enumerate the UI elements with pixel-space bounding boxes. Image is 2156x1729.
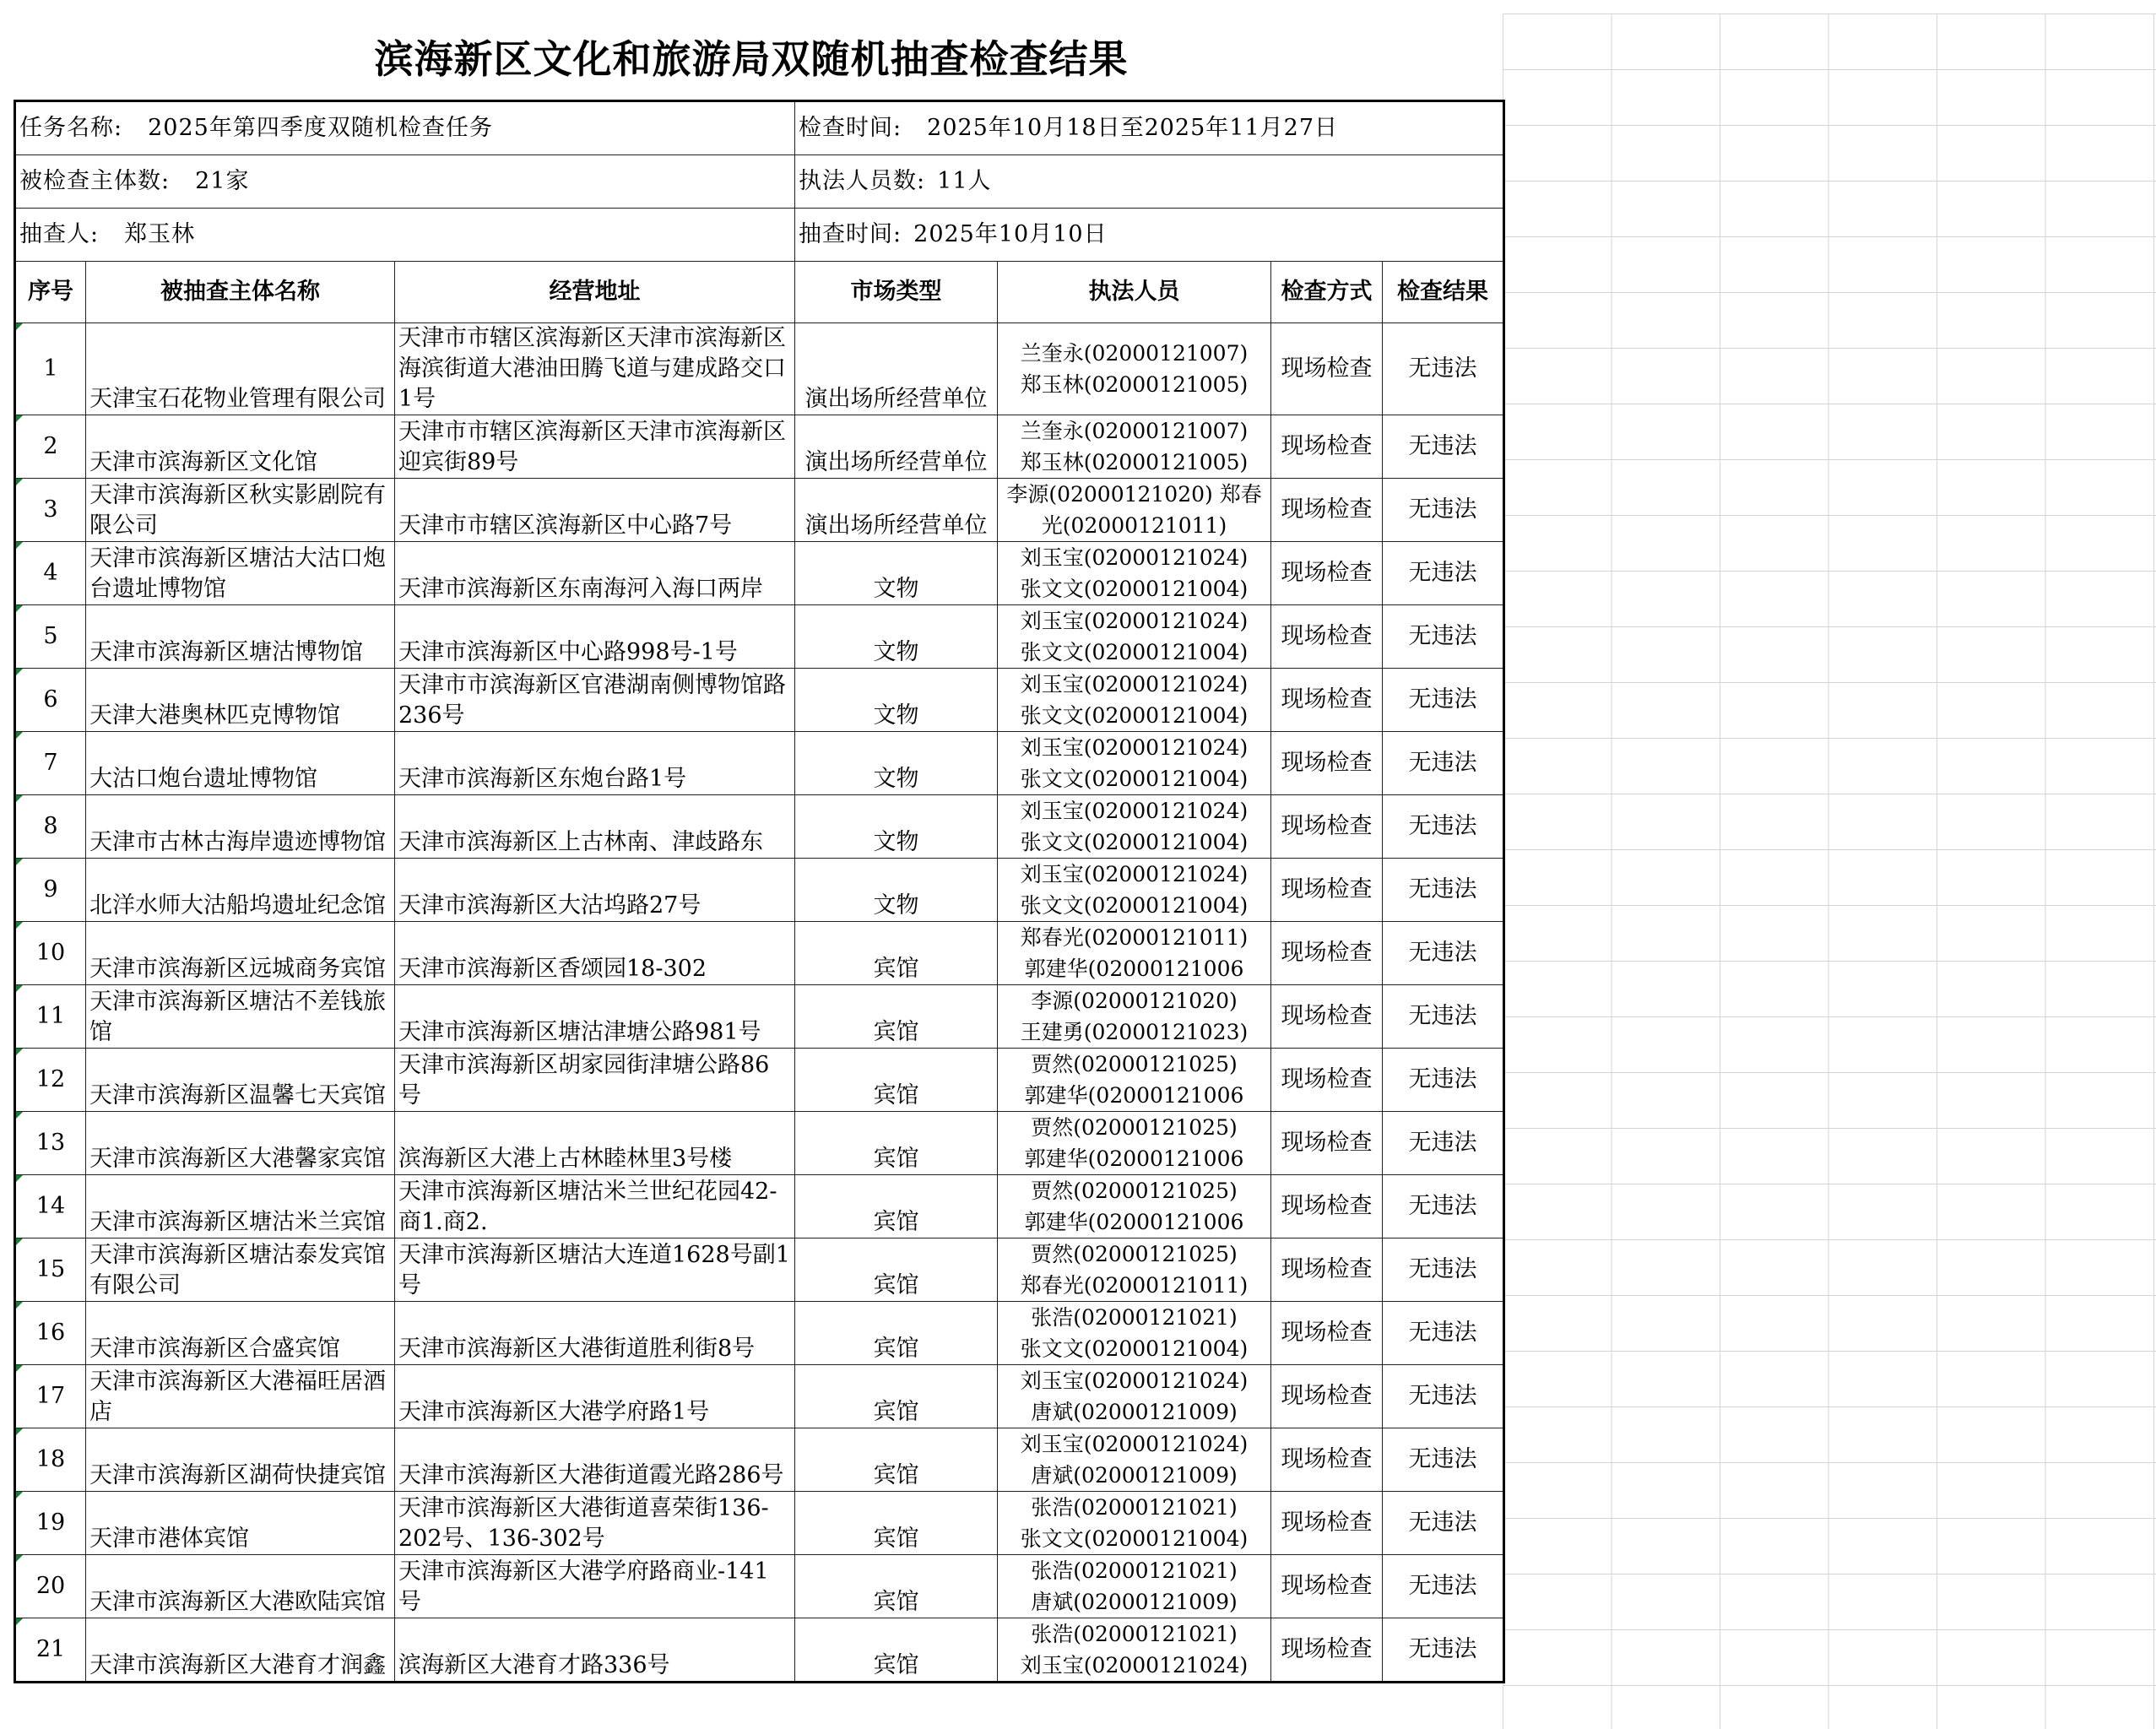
address-cell[interactable]: 天津市市滨海新区官港湖南侧博物馆路236号 <box>395 669 795 732</box>
result-cell[interactable]: 无违法 <box>1383 1365 1504 1428</box>
result-cell[interactable]: 无违法 <box>1383 1175 1504 1238</box>
method-cell[interactable]: 现场检查 <box>1271 479 1383 542</box>
info-row-counts <box>15 155 1504 209</box>
method-cell[interactable]: 现场检查 <box>1271 922 1383 985</box>
method-cell[interactable]: 现场检查 <box>1271 542 1383 605</box>
subject-name-cell[interactable]: 天津市滨海新区塘沽大沽口炮台遗址博物馆 <box>86 542 395 605</box>
method-cell[interactable]: 现场检查 <box>1271 732 1383 795</box>
row-number[interactable]: 17 <box>15 1365 86 1428</box>
address-cell[interactable]: 天津市滨海新区香颂园18-302 <box>395 922 795 985</box>
method-cell[interactable]: 现场检查 <box>1271 415 1383 479</box>
address-cell[interactable]: 天津市滨海新区中心路998号-1号 <box>395 605 795 669</box>
method-cell[interactable]: 现场检查 <box>1271 1428 1383 1492</box>
officers-cell[interactable]: 张浩(02000121021) 唐斌(02000121009) <box>998 1555 1271 1618</box>
address-cell[interactable]: 天津市滨海新区大港学府路1号 <box>395 1365 795 1428</box>
address-cell[interactable]: 天津市滨海新区塘沽大连道1628号副1号 <box>395 1238 795 1302</box>
officers-cell[interactable] <box>795 155 1504 209</box>
result-cell[interactable]: 无违法 <box>1383 479 1504 542</box>
table-row <box>15 859 1504 922</box>
subjects-label: 被检查主体数: <box>19 168 171 194</box>
market-type-cell[interactable]: 文物 <box>795 605 998 669</box>
address-cell[interactable]: 天津市滨海新区塘沽津塘公路981号 <box>395 985 795 1049</box>
market-type-cell[interactable]: 宾馆 <box>795 1112 998 1175</box>
header-name[interactable]: 被抽查主体名称 <box>86 262 395 323</box>
table-row <box>15 1175 1504 1238</box>
check-time-label: 检查时间: <box>799 115 902 141</box>
table-row <box>15 1555 1504 1618</box>
row-number[interactable]: 10 <box>15 922 86 985</box>
officers-cell[interactable]: 李源(02000121020) 王建勇(02000121023) <box>998 985 1271 1049</box>
subject-name-cell[interactable]: 天津市滨海新区大港福旺居酒店 <box>86 1365 395 1428</box>
officers-cell[interactable]: 兰奎永(02000121007) 郑玉林(02000121005) <box>998 415 1271 479</box>
subjects-value: 21家 <box>195 168 250 194</box>
method-cell[interactable]: 现场检查 <box>1271 669 1383 732</box>
document-title: 滨海新区文化和旅游局双随机抽查检查结果 <box>374 36 1129 82</box>
method-cell[interactable]: 现场检查 <box>1271 1049 1383 1112</box>
market-type-cell[interactable]: 演出场所经营单位 <box>795 479 998 542</box>
officers-cell[interactable]: 贾然(02000121025) 郭建华(02000121006 <box>998 1175 1271 1238</box>
subject-name-cell[interactable]: 天津市港体宾馆 <box>86 1492 395 1555</box>
row-number[interactable]: 9 <box>15 859 86 922</box>
officers-cell[interactable]: 刘玉宝(02000121024) 唐斌(02000121009) <box>998 1365 1271 1428</box>
draw-time-value: 2025年10月10日 <box>913 221 1108 247</box>
row-number[interactable]: 6 <box>15 669 86 732</box>
market-type-cell[interactable]: 宾馆 <box>795 1618 998 1683</box>
method-cell[interactable]: 现场检查 <box>1271 1302 1383 1365</box>
drawer-cell[interactable] <box>15 209 795 262</box>
method-cell[interactable]: 现场检查 <box>1271 985 1383 1049</box>
row-number[interactable]: 1 <box>15 323 86 415</box>
table-row <box>15 1112 1504 1175</box>
market-type-cell[interactable]: 演出场所经营单位 <box>795 323 998 415</box>
subject-name-cell[interactable]: 天津市滨海新区湖荷快捷宾馆 <box>86 1428 395 1492</box>
result-cell[interactable]: 无违法 <box>1383 985 1504 1049</box>
table-row <box>15 732 1504 795</box>
task-label: 任务名称: <box>19 115 123 141</box>
result-cell[interactable]: 无违法 <box>1383 605 1504 669</box>
market-type-cell[interactable]: 宾馆 <box>795 1555 998 1618</box>
officers-cell[interactable]: 刘玉宝(02000121024) 唐斌(02000121009) <box>998 1428 1271 1492</box>
table-row <box>15 922 1504 985</box>
result-cell[interactable]: 无违法 <box>1383 1492 1504 1555</box>
officers-cell[interactable]: 刘玉宝(02000121024) 张文文(02000121004) <box>998 669 1271 732</box>
result-cell[interactable]: 无违法 <box>1383 1428 1504 1492</box>
subject-name-cell[interactable]: 天津市滨海新区塘沽泰发宾馆有限公司 <box>86 1238 395 1302</box>
drawer-label: 抽查人: <box>19 221 100 247</box>
table-row <box>15 669 1504 732</box>
address-cell[interactable]: 天津市滨海新区大港街道霞光路286号 <box>395 1428 795 1492</box>
officers-cell[interactable]: 刘玉宝(02000121024) 张文文(02000121004) <box>998 732 1271 795</box>
header-method[interactable]: 检查方式 <box>1271 262 1383 323</box>
header-result[interactable]: 检查结果 <box>1383 262 1504 323</box>
table-row <box>15 1049 1504 1112</box>
address-cell[interactable]: 天津市滨海新区东炮台路1号 <box>395 732 795 795</box>
row-number[interactable]: 5 <box>15 605 86 669</box>
subject-name-cell[interactable]: 天津市滨海新区大港欧陆宾馆 <box>86 1555 395 1618</box>
header-address[interactable]: 经营地址 <box>395 262 795 323</box>
row-number[interactable]: 4 <box>15 542 86 605</box>
method-cell[interactable]: 现场检查 <box>1271 1492 1383 1555</box>
result-cell[interactable]: 无违法 <box>1383 795 1504 859</box>
result-cell[interactable]: 无违法 <box>1383 669 1504 732</box>
method-cell[interactable]: 现场检查 <box>1271 1555 1383 1618</box>
info-row-draw <box>15 209 1504 262</box>
address-cell[interactable]: 天津市滨海新区大沽坞路27号 <box>395 859 795 922</box>
market-type-cell[interactable]: 宾馆 <box>795 1238 998 1302</box>
address-cell[interactable]: 天津市滨海新区大港学府路商业-141号 <box>395 1555 795 1618</box>
subject-name-cell[interactable]: 天津市古林古海岸遗迹博物馆 <box>86 795 395 859</box>
inspection-results-table <box>14 100 1505 1683</box>
officers-cell[interactable]: 刘玉宝(02000121024) 张文文(02000121004) <box>998 542 1271 605</box>
officers-cell[interactable]: 刘玉宝(02000121024) 张文文(02000121004) <box>998 605 1271 669</box>
officers-cell[interactable]: 刘玉宝(02000121024) 张文文(02000121004) <box>998 859 1271 922</box>
address-cell[interactable]: 天津市市辖区滨海新区天津市滨海新区海滨街道大港油田腾飞道与建成路交口1号 <box>395 323 795 415</box>
draw-time-cell[interactable] <box>795 209 1504 262</box>
table-row <box>15 1428 1504 1492</box>
result-cell[interactable]: 无违法 <box>1383 1112 1504 1175</box>
row-number[interactable]: 2 <box>15 415 86 479</box>
officers-cell[interactable]: 贾然(02000121025) 郭建华(02000121006 <box>998 1112 1271 1175</box>
method-cell[interactable]: 现场检查 <box>1271 1618 1383 1683</box>
table-row <box>15 1238 1504 1302</box>
subject-name-cell[interactable]: 天津市滨海新区合盛宾馆 <box>86 1302 395 1365</box>
method-cell[interactable]: 现场检查 <box>1271 859 1383 922</box>
subject-name-cell[interactable]: 天津市滨海新区塘沽不差钱旅馆 <box>86 985 395 1049</box>
table-row <box>15 605 1504 669</box>
officers-cell[interactable]: 贾然(02000121025) 郑春光(02000121011) <box>998 1238 1271 1302</box>
subject-name-cell[interactable]: 天津市滨海新区大港馨家宾馆 <box>86 1112 395 1175</box>
officers-cell[interactable]: 郑春光(02000121011) 郭建华(02000121006 <box>998 922 1271 985</box>
info-row-task <box>15 101 1504 155</box>
result-cell[interactable]: 无违法 <box>1383 1049 1504 1112</box>
header-market[interactable]: 市场类型 <box>795 262 998 323</box>
market-type-cell[interactable]: 宾馆 <box>795 922 998 985</box>
method-cell[interactable]: 现场检查 <box>1271 605 1383 669</box>
market-type-cell[interactable]: 宾馆 <box>795 1175 998 1238</box>
result-cell[interactable]: 无违法 <box>1383 542 1504 605</box>
market-type-cell[interactable]: 宾馆 <box>795 1302 998 1365</box>
result-cell[interactable]: 无违法 <box>1383 323 1504 415</box>
row-number[interactable]: 13 <box>15 1112 86 1175</box>
row-number[interactable]: 11 <box>15 985 86 1049</box>
result-cell[interactable]: 无违法 <box>1383 1618 1504 1683</box>
address-cell[interactable]: 滨海新区大港育才路336号 <box>395 1618 795 1683</box>
row-number[interactable]: 15 <box>15 1238 86 1302</box>
method-cell[interactable]: 现场检查 <box>1271 1112 1383 1175</box>
result-cell[interactable]: 无违法 <box>1383 922 1504 985</box>
result-cell[interactable]: 无违法 <box>1383 859 1504 922</box>
table-row <box>15 1618 1504 1683</box>
task-value: 2025年第四季度双随机检查任务 <box>148 115 493 141</box>
address-cell[interactable]: 天津市滨海新区东南海河入海口两岸 <box>395 542 795 605</box>
table-row <box>15 415 1504 479</box>
drawer-value: 郑玉林 <box>124 221 196 247</box>
address-cell[interactable]: 天津市滨海新区塘沽米兰世纪花园42-商1.商2. <box>395 1175 795 1238</box>
market-type-cell[interactable]: 宾馆 <box>795 985 998 1049</box>
result-cell[interactable]: 无违法 <box>1383 1555 1504 1618</box>
officers-cell[interactable]: 贾然(02000121025) 郭建华(02000121006 <box>998 1049 1271 1112</box>
subject-name-cell[interactable]: 天津市滨海新区文化馆 <box>86 415 395 479</box>
subject-name-cell[interactable]: 天津市滨海新区远城商务宾馆 <box>86 922 395 985</box>
task-cell[interactable] <box>15 101 795 155</box>
subject-name-cell[interactable]: 天津大港奥林匹克博物馆 <box>86 669 395 732</box>
subjects-cell[interactable] <box>15 155 795 209</box>
market-type-cell[interactable]: 文物 <box>795 795 998 859</box>
method-cell[interactable]: 现场检查 <box>1271 1175 1383 1238</box>
method-cell[interactable]: 现场检查 <box>1271 323 1383 415</box>
officers-label: 执法人员数: <box>799 168 926 194</box>
row-number[interactable]: 8 <box>15 795 86 859</box>
officers-cell[interactable]: 张浩(02000121021) 张文文(02000121004) <box>998 1302 1271 1365</box>
market-type-cell[interactable]: 宾馆 <box>795 1365 998 1428</box>
subject-name-cell[interactable]: 天津市滨海新区塘沽米兰宾馆 <box>86 1175 395 1238</box>
result-cell[interactable]: 无违法 <box>1383 732 1504 795</box>
subject-name-cell[interactable]: 大沽口炮台遗址博物馆 <box>86 732 395 795</box>
address-cell[interactable]: 天津市滨海新区大港街道喜荣街136-202号、136-302号 <box>395 1492 795 1555</box>
result-cell[interactable]: 无违法 <box>1383 1302 1504 1365</box>
address-cell[interactable]: 天津市滨海新区上古林南、津歧路东 <box>395 795 795 859</box>
result-cell[interactable]: 无违法 <box>1383 1238 1504 1302</box>
draw-time-label: 抽查时间: <box>799 221 902 247</box>
method-cell[interactable]: 现场检查 <box>1271 1365 1383 1428</box>
officers-cell[interactable]: 兰奎永(02000121007) 郑玉林(02000121005) <box>998 323 1271 415</box>
officers-cell[interactable]: 刘玉宝(02000121024) 张文文(02000121004) <box>998 795 1271 859</box>
result-cell[interactable]: 无违法 <box>1383 415 1504 479</box>
table-row <box>15 479 1504 542</box>
empty-sheet-grid <box>1503 14 2156 1729</box>
market-type-cell[interactable]: 文物 <box>795 669 998 732</box>
header-staff[interactable]: 执法人员 <box>998 262 1271 323</box>
market-type-cell[interactable]: 宾馆 <box>795 1428 998 1492</box>
market-type-cell[interactable]: 演出场所经营单位 <box>795 415 998 479</box>
table-row <box>15 985 1504 1049</box>
method-cell[interactable]: 现场检查 <box>1271 795 1383 859</box>
subject-name-cell[interactable]: 天津市滨海新区秋实影剧院有限公司 <box>86 479 395 542</box>
market-type-cell[interactable]: 文物 <box>795 859 998 922</box>
row-number[interactable]: 14 <box>15 1175 86 1238</box>
table-row <box>15 1302 1504 1365</box>
column-header-row <box>15 262 1504 323</box>
subject-name-cell[interactable]: 天津市滨海新区大港育才润鑫 <box>86 1618 395 1683</box>
address-cell[interactable]: 天津市市辖区滨海新区天津市滨海新区 迎宾街89号 <box>395 415 795 479</box>
table-row <box>15 323 1504 415</box>
method-cell[interactable]: 现场检查 <box>1271 1238 1383 1302</box>
subject-name-cell[interactable]: 北洋水师大沽船坞遗址纪念馆 <box>86 859 395 922</box>
row-number[interactable]: 3 <box>15 479 86 542</box>
table-row <box>15 1492 1504 1555</box>
row-number[interactable]: 20 <box>15 1555 86 1618</box>
check-time-value: 2025年10月18日至2025年11月27日 <box>927 115 1338 141</box>
address-cell[interactable]: 天津市滨海新区大港街道胜利街8号 <box>395 1302 795 1365</box>
subject-name-cell[interactable]: 天津市滨海新区温馨七天宾馆 <box>86 1049 395 1112</box>
row-number[interactable]: 18 <box>15 1428 86 1492</box>
table-row <box>15 795 1504 859</box>
row-number[interactable]: 19 <box>15 1492 86 1555</box>
officers-value: 11人 <box>937 168 992 194</box>
market-type-cell[interactable]: 宾馆 <box>795 1492 998 1555</box>
market-type-cell[interactable]: 文物 <box>795 732 998 795</box>
subject-name-cell[interactable]: 天津宝石花物业管理有限公司 <box>86 323 395 415</box>
address-cell[interactable]: 天津市滨海新区胡家园街津塘公路86号 <box>395 1049 795 1112</box>
row-number[interactable]: 21 <box>15 1618 86 1683</box>
check-time-cell[interactable] <box>795 101 1504 155</box>
market-type-cell[interactable]: 文物 <box>795 542 998 605</box>
officers-cell[interactable]: 张浩(02000121021) 张文文(02000121004) <box>998 1492 1271 1555</box>
row-number[interactable]: 16 <box>15 1302 86 1365</box>
row-number[interactable]: 12 <box>15 1049 86 1112</box>
header-no[interactable]: 序号 <box>15 262 86 323</box>
row-number[interactable]: 7 <box>15 732 86 795</box>
officers-cell[interactable]: 李源(02000121020) 郑春光(02000121011) <box>998 479 1271 542</box>
address-cell[interactable]: 天津市市辖区滨海新区中心路7号 <box>395 479 795 542</box>
market-type-cell[interactable]: 宾馆 <box>795 1049 998 1112</box>
table-row <box>15 1365 1504 1428</box>
address-cell[interactable]: 滨海新区大港上古林睦林里3号楼 <box>395 1112 795 1175</box>
officers-cell[interactable]: 张浩(02000121021) 刘玉宝(02000121024) <box>998 1618 1271 1683</box>
subject-name-cell[interactable]: 天津市滨海新区塘沽博物馆 <box>86 605 395 669</box>
table-row <box>15 542 1504 605</box>
